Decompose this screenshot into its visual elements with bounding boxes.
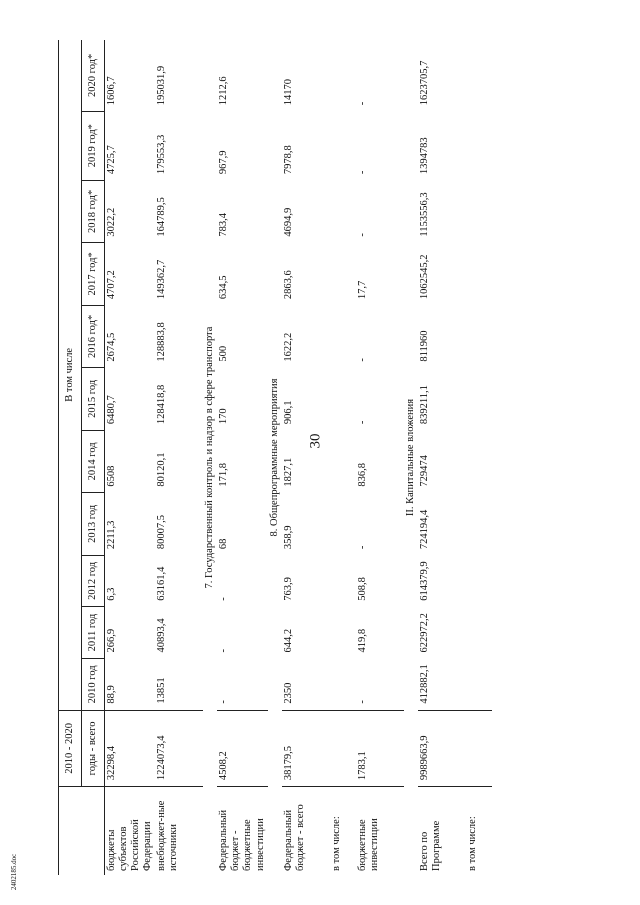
year-value-cell: 906,1: [282, 400, 294, 425]
year-value-cell: -: [356, 658, 404, 710]
rotated-page-content: [58, 40, 578, 875]
year-value-cell: 14170: [282, 78, 294, 106]
year-value-cell: 622972,2: [418, 613, 430, 653]
year-value-cell: 6508: [106, 465, 117, 487]
year-value-cell: 128883,8: [156, 322, 168, 362]
table-row: [105, 40, 156, 875]
year-header: 2015 год: [82, 368, 105, 430]
label-column-header: [59, 787, 105, 875]
year-header: 2017 год*: [82, 243, 105, 305]
year-value-cell: 13851: [155, 658, 203, 710]
empty-cell: [330, 493, 356, 555]
total-group-header: 2010 - 2020: [59, 710, 82, 786]
year-value-cell: 149362,7: [156, 259, 168, 300]
empty-cell: [466, 710, 492, 786]
table-row: [418, 40, 466, 875]
empty-cell: [330, 658, 356, 710]
year-value-cell: 724194,4: [418, 509, 430, 550]
file-reference: 2402185.doc: [10, 853, 18, 891]
row-label: внебюджет-ные источники: [156, 800, 180, 871]
year-value-cell: 2863,6: [282, 270, 294, 300]
total-cell: 38179,5: [282, 710, 330, 786]
year-value-cell: 1606,7: [106, 76, 117, 106]
year-value-cell: 40893,4: [156, 618, 168, 653]
empty-cell: [330, 555, 356, 607]
year-value-cell: -: [356, 420, 368, 425]
section-heading: 7. Государственный контроль и надзор в сфере транспорта: [204, 326, 216, 589]
total-cell: 1224073,4: [155, 710, 203, 786]
section-heading-row: [404, 40, 418, 875]
year-value-cell: 170: [218, 408, 230, 425]
section-heading: II. Капитальные вложения: [404, 398, 416, 517]
year-value-cell: 967,9: [218, 150, 230, 175]
year-header: 2013 год: [82, 493, 105, 555]
year-value-cell: 644,2: [282, 628, 294, 653]
total-column-header: годы - всего: [82, 710, 105, 786]
year-value-cell: 508,8: [356, 577, 368, 601]
empty-cell: [466, 430, 492, 492]
year-value-cell: 839211,1: [418, 385, 430, 425]
year-value-cell: -: [217, 658, 267, 710]
year-value-cell: 4707,2: [106, 270, 117, 300]
year-value-cell: 1153556,3: [418, 192, 430, 237]
row-label: бюджеты субъектов Российской Федерации: [106, 819, 154, 871]
year-value-cell: 266,9: [106, 628, 117, 653]
year-value-cell: 80120,1: [156, 452, 168, 487]
empty-cell: [466, 305, 492, 367]
row-label: бюджетные инвестиции: [356, 818, 380, 871]
year-value-cell: 63161,4: [156, 566, 168, 601]
row-label: в том числе:: [466, 816, 478, 871]
year-value-cell: 3022,2: [106, 207, 117, 237]
row-label: Всего по Программе: [418, 820, 442, 871]
table-body: [105, 40, 492, 875]
year-value-cell: 171,8: [218, 462, 230, 487]
year-value-cell: 811960: [418, 330, 430, 362]
year-value-cell: 1394783: [418, 137, 430, 175]
year-header: 2016 год*: [82, 305, 105, 367]
empty-cell: [466, 658, 492, 710]
empty-cell: [466, 111, 492, 180]
subheading-row: [330, 40, 356, 875]
section-heading-row: [268, 40, 282, 875]
year-value-cell: 614379,9: [418, 561, 430, 601]
year-value-cell: 6480,7: [106, 395, 117, 425]
year-value-cell: 1622,2: [282, 332, 294, 362]
empty-cell: [466, 40, 492, 111]
table-row: [356, 40, 404, 875]
empty-cell: [466, 243, 492, 305]
empty-cell: [330, 111, 356, 180]
year-value-cell: 836,8: [356, 462, 368, 487]
year-value-cell: -: [356, 233, 368, 237]
year-value-cell: 500: [218, 345, 230, 362]
year-value-cell: 2211,3: [106, 520, 117, 550]
year-value-cell: 195031,9: [156, 65, 168, 106]
year-value-cell: 7978,8: [282, 145, 294, 175]
row-label: Федеральный бюджет - всего: [282, 804, 306, 871]
page-number: 30: [307, 433, 324, 449]
year-value-cell: 634,5: [218, 275, 230, 300]
empty-cell: [330, 180, 356, 242]
year-header: 2012 год: [82, 555, 105, 607]
year-value-cell: -: [218, 597, 230, 601]
breakdown-group-header: В том числе: [59, 40, 82, 710]
year-value-cell: -: [356, 545, 368, 550]
year-value-cell: 4725,7: [106, 145, 117, 175]
empty-cell: [330, 368, 356, 430]
year-value-cell: -: [356, 101, 368, 106]
year-value-cell: 80007,5: [156, 514, 168, 550]
table-row: [217, 40, 267, 875]
year-value-cell: 763,9: [282, 577, 294, 601]
year-value-cell: 128418,8: [156, 384, 168, 425]
year-value-cell: -: [356, 170, 368, 175]
year-value-cell: 1062545,2: [418, 254, 430, 300]
year-value-cell: 88,9: [105, 658, 156, 710]
year-value-cell: 419,8: [356, 628, 368, 653]
year-value-cell: 1212,6: [218, 76, 230, 106]
year-value-cell: 164789,5: [156, 197, 168, 237]
empty-cell: [466, 368, 492, 430]
year-value-cell: 179553,3: [156, 134, 168, 175]
year-value-cell: 1827,1: [282, 457, 294, 487]
year-value-cell: 68: [218, 538, 230, 550]
total-cell: 1783,1: [356, 710, 404, 786]
row-label: в том числе:: [330, 816, 342, 871]
year-value-cell: 2674,5: [106, 332, 117, 362]
year-value-cell: 4694,9: [282, 207, 294, 237]
empty-cell: [466, 493, 492, 555]
table-row: [282, 40, 330, 875]
row-label: Федеральный бюджет - бюджетные инвестиции: [218, 809, 266, 871]
empty-cell: [330, 607, 356, 659]
total-cell: 32298,4: [105, 710, 156, 786]
year-value-cell: 412882,1: [418, 658, 466, 710]
year-header: 2014 год: [82, 430, 105, 492]
year-value-cell: 729474: [418, 455, 430, 487]
subheading-row: [466, 40, 492, 875]
year-header: 2018 год*: [82, 180, 105, 242]
year-value-cell: -: [356, 358, 368, 362]
empty-cell: [330, 243, 356, 305]
year-header: 2010 год: [82, 658, 105, 710]
empty-cell: [466, 555, 492, 607]
empty-cell: [330, 710, 356, 786]
year-value-cell: 2350: [282, 658, 330, 710]
total-cell: 4508,2: [217, 710, 267, 786]
year-value-cell: 1623705,7: [418, 60, 430, 106]
empty-cell: [466, 180, 492, 242]
year-header: 2019 год*: [82, 111, 105, 180]
empty-cell: [466, 607, 492, 659]
year-value-cell: -: [218, 648, 230, 653]
empty-cell: [330, 40, 356, 111]
year-value-cell: 17,7: [356, 280, 368, 300]
year-value-cell: 358,9: [282, 525, 294, 550]
total-cell: 9989663,9: [418, 710, 466, 786]
budget-table: [58, 40, 492, 875]
empty-cell: [330, 305, 356, 367]
table-row: [155, 40, 203, 875]
year-header: 2020 год*: [82, 40, 105, 111]
year-value-cell: 6,3: [106, 587, 117, 601]
empty-cell: [330, 430, 356, 492]
section-heading-row: [203, 40, 217, 875]
section-heading: 8. Общепрограммные мероприятия: [268, 378, 280, 537]
year-value-cell: 783,4: [218, 213, 230, 237]
year-header: 2011 год: [82, 607, 105, 659]
